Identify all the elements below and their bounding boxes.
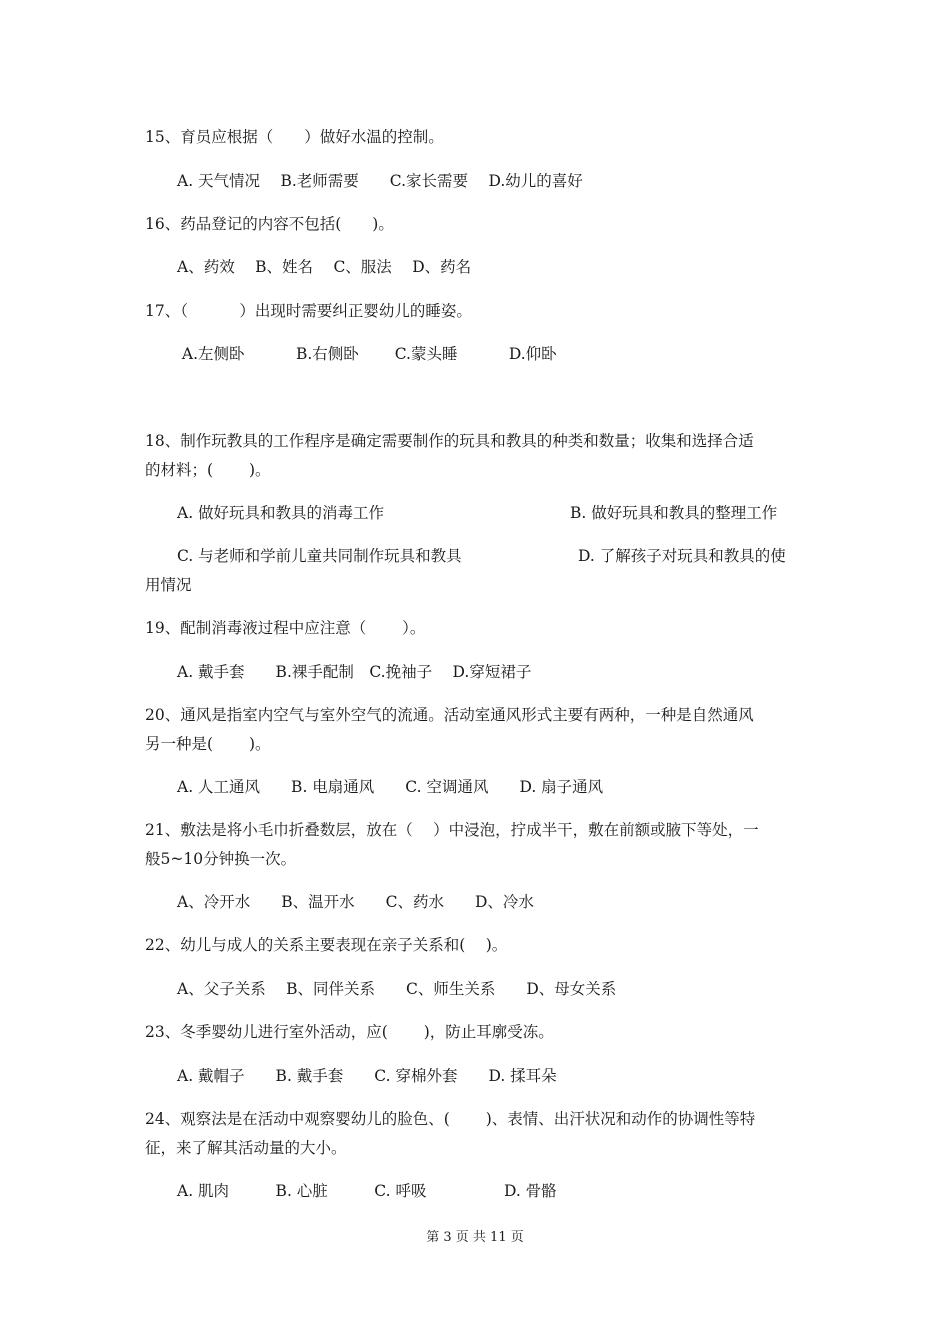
question-19-stem: 19、配制消毒液过程中应注意（ ）。 <box>145 619 426 637</box>
question-18-option-c: C. 与老师和学前儿童共同制作玩具和教具 <box>177 547 462 565</box>
question-20-stem-line-2: 另一种是( )。 <box>145 735 271 753</box>
question-15-stem: 15、育员应根据（ ）做好水温的控制。 <box>145 128 444 146</box>
question-19-options: A. 戴手套 B.裸手配制 C.挽袖子 D.穿短裙子 <box>177 663 532 681</box>
question-21-stem-line-2: 般5~10分钟换一次。 <box>145 850 297 868</box>
question-18-stem-line-1: 18、制作玩教具的工作程序是确定需要制作的玩具和教具的种类和数量；收集和选择合适 <box>145 432 754 450</box>
question-23-stem: 23、冬季婴幼儿进行室外活动，应( )，防止耳廓受冻。 <box>145 1023 554 1041</box>
question-15-options: A. 天气情况 B.老师需要 C.家长需要 D.幼儿的喜好 <box>177 172 583 190</box>
page-footer: 第 3 页 共 11 页 <box>426 1230 524 1245</box>
question-20-options: A. 人工通风 B. 电扇通风 C. 空调通风 D. 扇子通风 <box>177 778 604 796</box>
question-24-stem-line-1: 24、观察法是在活动中观察婴幼儿的脸色、( )、表情、出汗状况和动作的协调性等特 <box>145 1110 756 1128</box>
question-18-option-d-continued: 用情况 <box>145 576 192 594</box>
question-17-stem: 17、（ ）出现时需要纠正婴幼儿的睡姿。 <box>145 302 472 320</box>
question-24-stem-line-2: 征，来了解其活动量的大小。 <box>145 1139 347 1157</box>
question-24-options: A. 肌肉 B. 心脏 C. 呼吸 D. 骨骼 <box>177 1182 557 1200</box>
question-18-option-a: A. 做好玩具和教具的消毒工作 <box>177 504 385 522</box>
question-18-option-b: B. 做好玩具和教具的整理工作 <box>570 504 778 522</box>
question-21-stem-line-1: 21、敷法是将小毛巾折叠数层，放在（ ）中浸泡，拧成半干，敷在前额或腋下等处，一 <box>145 821 759 839</box>
question-17-options: A.左侧卧 B.右侧卧 C.蒙头睡 D.仰卧 <box>177 345 557 363</box>
question-18-option-d: D. 了解孩子对玩具和教具的使 <box>578 547 786 565</box>
question-23-options: A. 戴帽子 B. 戴手套 C. 穿棉外套 D. 揉耳朵 <box>177 1067 557 1085</box>
question-16-stem: 16、药品登记的内容不包括( )。 <box>145 215 394 233</box>
question-22-stem: 22、幼儿与成人的关系主要表现在亲子关系和( )。 <box>145 936 508 954</box>
question-18-stem-line-2: 的材料；( )。 <box>145 461 271 479</box>
question-21-options: A、冷开水 B、温开水 C、药水 D、冷水 <box>177 893 534 911</box>
question-20-stem-line-1: 20、通风是指室内空气与室外空气的流通。活动室通风形式主要有两种，一种是自然通风 <box>145 706 754 724</box>
question-22-options: A、父子关系 B、同伴关系 C、师生关系 D、母女关系 <box>177 980 617 998</box>
question-16-options: A、药效 B、姓名 C、服法 D、药名 <box>177 258 472 276</box>
